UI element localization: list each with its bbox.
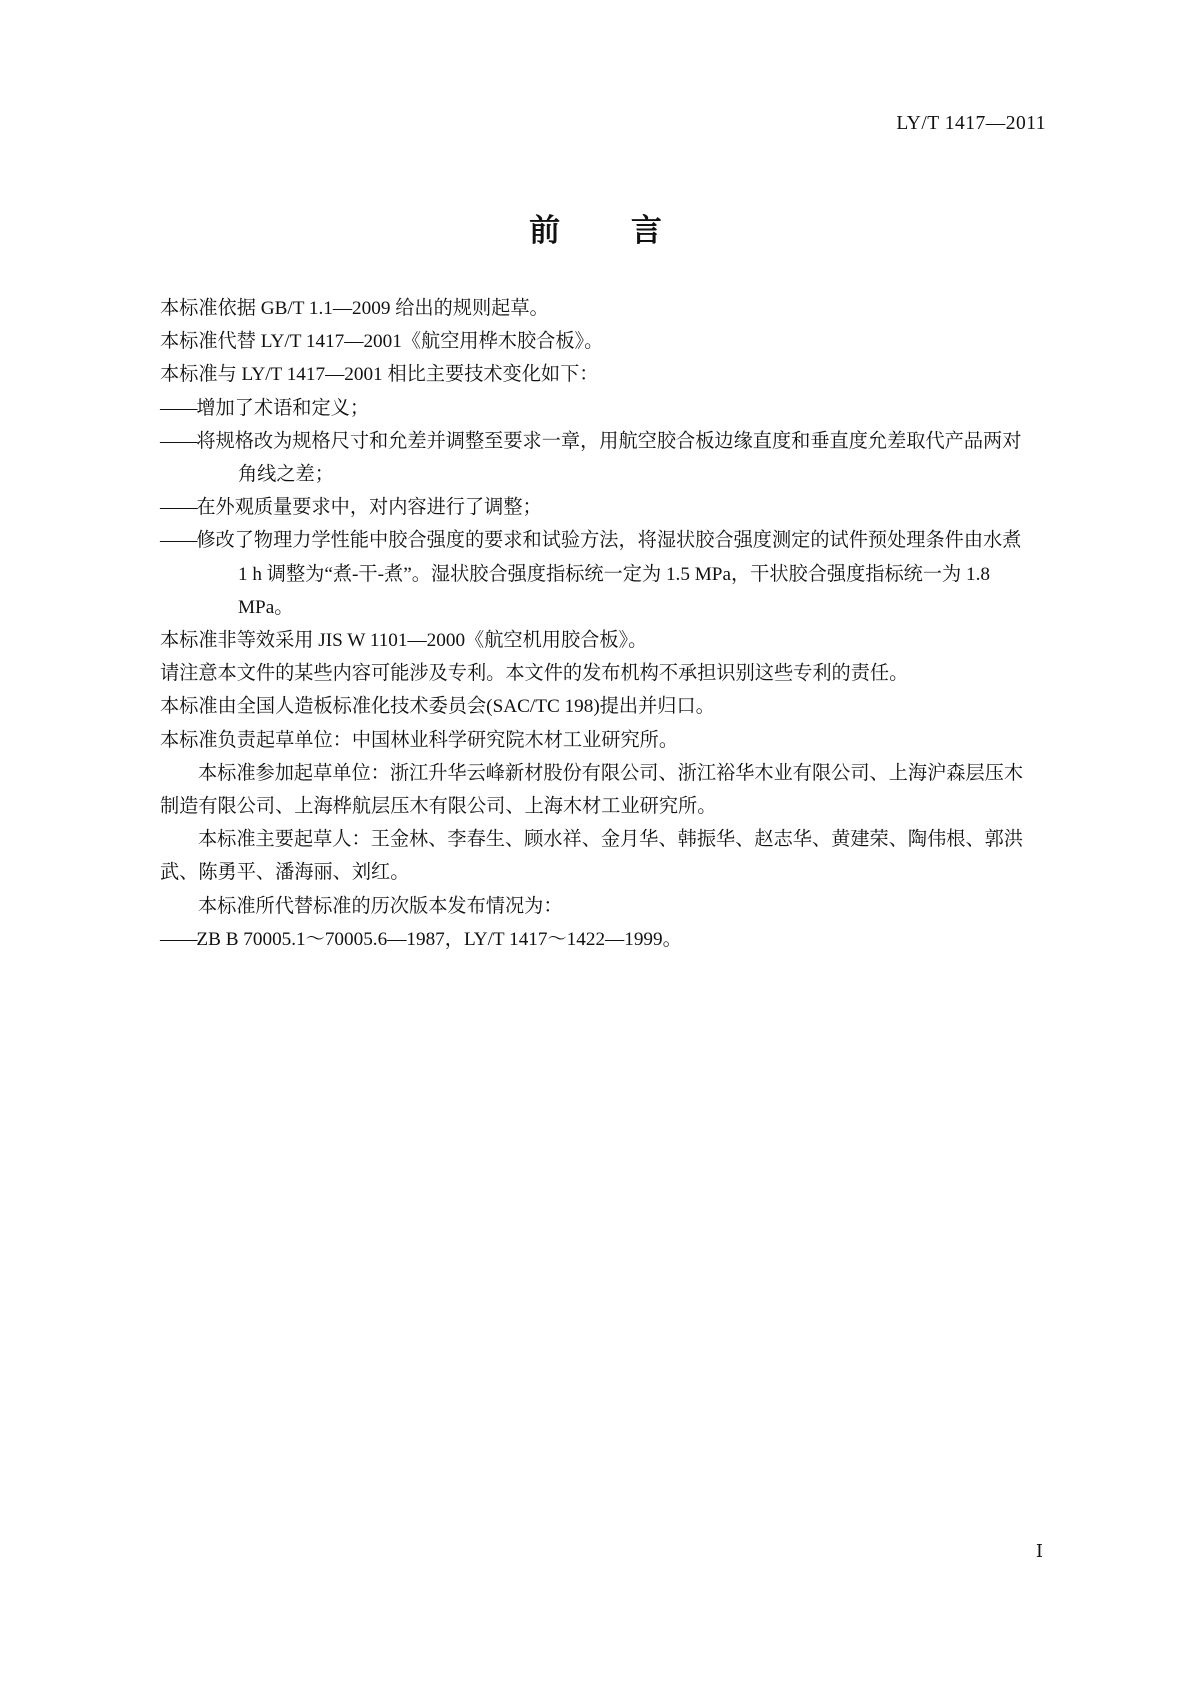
change-list-item-text: 修改了物理力学性能中胶合强度的要求和试验方法，将湿状胶合强度测定的试件预处理条件由水煮 1 h 调整为“煮-干-煮”。湿状胶合强度指标统一定为 1.5 MPa，干状胶合强度指标统一为 1.8 MPa。 (196, 530, 1022, 618)
header-standard-code: LY/T 1417—2011 (896, 113, 1046, 134)
dash-marker: —— (160, 430, 197, 452)
page-title (0, 205, 1191, 250)
change-list-item (160, 392, 1032, 425)
previous-version-text: ZB B 70005.1～70005.6—1987，LY/T 1417～1422—1999。 (196, 928, 682, 950)
foreword-paragraph: 本标准代替 LY/T 1417—2001《航空用桦木胶合板》。 (160, 331, 604, 353)
change-list-item (160, 425, 1032, 491)
dash-marker: —— (160, 928, 197, 950)
dash-marker: —— (160, 397, 197, 419)
foreword-paragraph: 本标准由全国人造板标准化技术委员会(SAC/TC 198)提出并归口。 (160, 696, 715, 718)
dash-marker: —— (160, 497, 197, 519)
foreword-paragraph: 本标准非等效采用 JIS W 1101—2000《航空机用胶合板》。 (160, 630, 648, 652)
page-title-text: 前 言 (529, 213, 692, 249)
change-list-item-text: 在外观质量要求中，对内容进行了调整； (196, 497, 542, 519)
foreword-paragraph: 本标准依据 GB/T 1.1—2009 给出的规则起草。 (160, 298, 549, 319)
foreword-paragraph: 本标准与 LY/T 1417—2001 相比主要技术变化如下： (160, 364, 599, 386)
change-list-item (160, 491, 1032, 524)
foreword-paragraph: 本标准主要起草人：王金林、李春生、顾水祥、金月华、韩振华、赵志华、黄建荣、陶伟根、郭洪武、陈勇平、潘海丽、刘红。 (160, 829, 1024, 884)
change-list-item (160, 524, 1032, 624)
foreword-paragraph: 本标准负责起草单位：中国林业科学研究院木材工业研究所。 (160, 729, 679, 751)
foreword-paragraph: 本标准参加起草单位：浙江升华云峰新材股份有限公司、浙江裕华木业有限公司、上海沪森层压木制造有限公司、上海桦航层压木有限公司、上海木材工业研究所。 (160, 762, 1024, 818)
foreword-paragraph: 请注意本文件的某些内容可能涉及专利。本文件的发布机构不承担识别这些专利的责任。 (160, 663, 909, 685)
previous-version-item (160, 923, 1032, 956)
change-list-item-text: 增加了术语和定义； (196, 397, 370, 419)
change-list-item-text: 将规格改为规格尺寸和允差并调整至要求一章，用航空胶合板边缘直度和垂直度允差取代产品两对角线之差； (196, 430, 1022, 486)
foreword-paragraph: 本标准所代替标准的历次版本发布情况为： (198, 895, 563, 917)
dash-marker: —— (160, 530, 197, 552)
page-number: Ⅰ (1035, 1541, 1043, 1561)
foreword-body (160, 292, 1032, 956)
